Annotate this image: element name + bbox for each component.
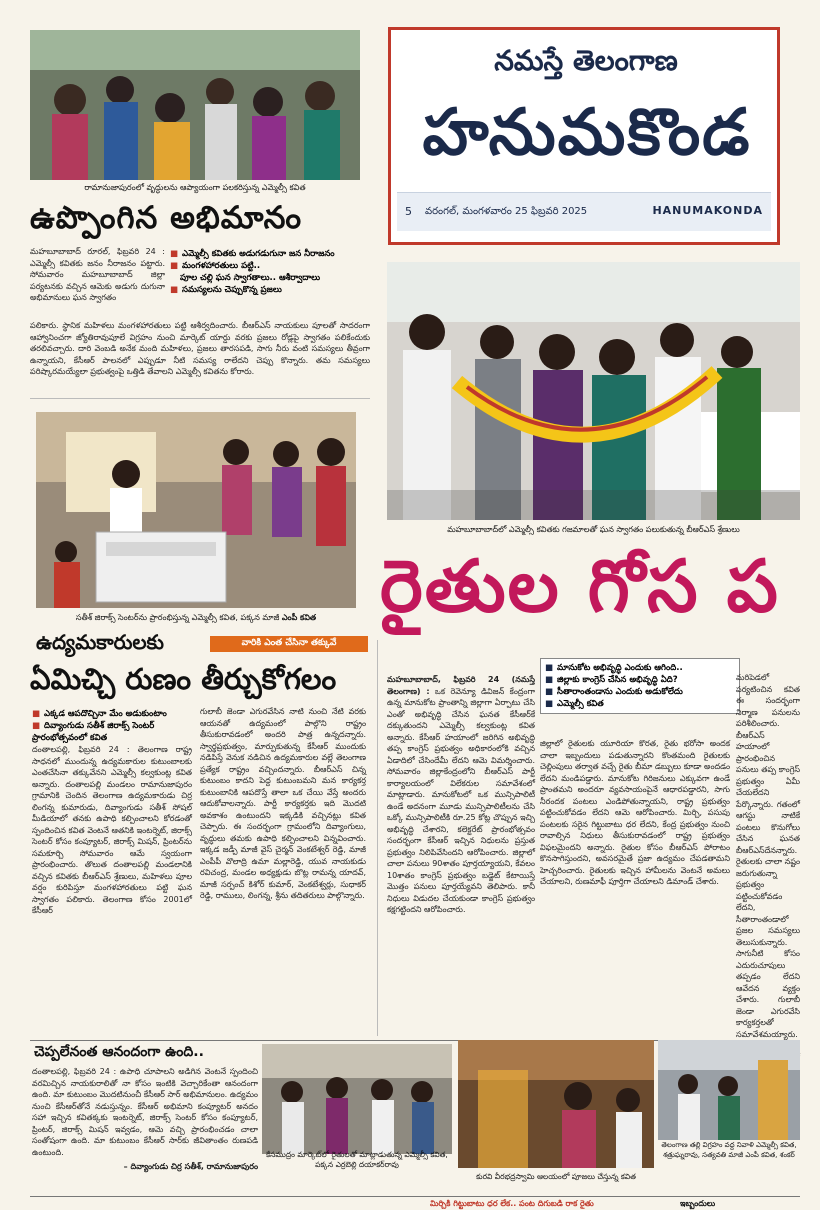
masthead-brand: నమస్తే తెలంగాణ	[494, 44, 678, 77]
story2-bullets	[32, 708, 192, 744]
masthead-dateline-bar	[397, 192, 771, 231]
story2-bullet: ■ దివ్యాంగుడు సతీశ్ జిరాక్స్ సెంటర్ ప్రారంభోత్సవంలో కవిత	[32, 721, 155, 743]
masthead-edition-title: హనుమకొండ	[422, 96, 752, 170]
story4-signature: – దివ్యాంగుడు చిర్ర సతీశ్, రామానుజాపురం	[123, 1162, 258, 1171]
story2-photo	[36, 412, 356, 608]
masthead-box	[388, 27, 780, 245]
bottom-teaser-2: ఇబ్బందులు	[680, 1199, 716, 1208]
story2-photo-caption: సతీశ్ జిరాక్స్ సెంటర్‌ను ప్రారంభిస్తున్న ఎమ్మెల్సీ కవిత, పక్కన మాజీ ఎంపీ కవిత	[75, 613, 317, 622]
story1-bullet: ■ సమస్యలను చెప్పుకొన్న ప్రజలు	[170, 285, 282, 295]
story3-col1	[387, 674, 535, 1032]
story1-body-rest: పలికారు. స్థానిక మహిళలు మంగళహారతులు పట్టి ఆశీర్వదించారు. బీఆర్ఎస్ నాయకులు పూలతో సాదరంగా ఆహ్వానించగా జ్యోతిరావుపూలే విగ్రహం నుంచి మార్కెట్ యార్డు వరకు ప్రజలు రోడ్లపై స్వాగతం పలికేందుకు తరలివచ్చారు. దారి వెంబడి అనేక మంది మహిళలు, ప్రజలు తారసపడి, సాగు నీరు వంటి సమస్యలు తీవ్రంగా ఉన్నాయని, కేసీఆర్ పాలనలో ఎప్పుడూ నీటి సమస్య రాలేదని చెప్పు కొన్నారు. తమ సమస్యలు పరిష్కారమయ్యేలా ప్రభుత్వంపై ఒత్తిడి తేవాలని ఎమ్మెల్సీ కవితను కోరారు.	[30, 321, 370, 376]
story3-headline: రైతుల గోస ప	[380, 544, 780, 628]
story1-body-lead: మహబూబాబాద్ రూరల్, ఫిబ్రవరి 24 : ఎమ్మెల్సీ కవితకు జనం నీరాజనం పట్టారు. సోమవారం మహబూబాబాద్ జిల్లా పర్యటనకు వచ్చిన ఆమెకు అడుగు దుగునా అభిమానులు ఘన స్వాగతం	[30, 247, 165, 302]
story3-bullet: ■ సీతారాంతండాను ఎందుకు అడుకోలేదు	[545, 687, 683, 697]
story4-photo-statue	[658, 1040, 800, 1140]
masthead-edition-en: HANUMAKONDA	[652, 204, 763, 217]
masthead-dateline: వరంగల్, మంగళవారం 25 ఫిబ్రవరి 2025	[425, 206, 588, 217]
story3-bullet: ■ ఎమ్మెల్సీ కవిత	[545, 699, 604, 709]
story1-bullet: పూల చల్లి ఘన స్వాగతాలు.. ఆశీర్వాదాలు	[180, 273, 321, 283]
story1-bullets	[170, 248, 370, 296]
story3-col1-text: ఒక రెవెన్యూ డివిజన్ కేంద్రంగా ఉన్న మానుకోట ప్రాంతాన్ని జిల్లాగా ఏర్పాటు చేసి ఎంతో అభివృద్ధి చేసిన ఘనత కేసీఆర్‌కే దక్కుతుందని ఎమ్మెల్సీ కల్వకుంట్ల కవిత అన్నారు. కేసీఆర్ హయాంలో జరిగిన అభివృద్ధి తప్ప కాంగ్రెస్ ప్రభుత్వం అధికారంలోకి వచ్చిన ఏడాదిలో చేసిందేమీ లేదని ఆమె విమర్శించారు. సోమవారం జిల్లాకేంద్రంలోని బీఆర్ఎస్ పార్టీ కార్యాలయంలో విలేకరుల సమావేశంలో మాట్లాడారు. మానుకోటలో ఒక మున్సిపాలిటీ ఉండే అదనంగా మూడు మున్సిపాలిటీలను చేసి ఒక్కో మున్సిపాలిటీకి రూ.25 కోట్ల చొప్పున ఇచ్చి అభివృద్ధి చేశారని, కలెక్టరేట్ ప్రారంభోత్సవం సందర్భంగా కేసీఆర్ ఇచ్చిన నిధులను ప్రస్తుత ప్రభుత్వం నిలిపివేసిందని ఆరోపించారు. జిల్లాలో చాలా పనులు 90శాతం పూర్తయ్యాయని, కేవలం 10శాతం కాంగ్రెస్ ప్రభుత్వం బడ్జెట్ కేటాయిస్తే మొత్తం పనులు పూర్తయ్యేవని తెలిపారు. కానీ నిధులు విడుదల చేయకుండా కాంగ్రెస్ ప్రభుత్వం కక్షగట్టిందని ఆరోపించారు.	[387, 686, 535, 914]
story1-bullet: ■ ఎమ్మెల్సీ కవితకు అడుగడుగునా జన నీరాజనం	[170, 249, 335, 259]
story4-caption-temple: కురవి వీరభద్రస్వామి ఆలయంలో పూజలు చేస్తున్న కవిత	[476, 1172, 636, 1181]
story2-kicker: ఉద్యమకారులకు	[36, 630, 164, 654]
story4-caption-market: కేసముద్రం మార్కెట్‌లో రైతులతో మాట్లాడుతున్న ఎమ్మెల్సీ కవిత, పక్కన ఎర్రబెల్లి దయాకర్‌రావు	[266, 1150, 448, 1169]
story1-headline: ఉప్పొంగిన అభిమానం	[30, 200, 303, 236]
story3-photo-caption: మహబూబాబాద్‌లో ఎమ్మెల్సీ కవితకు గజమాలతో ఘన స్వాగతం పలుకుతున్న బీఆర్ఎస్ శ్రేణులు	[447, 525, 740, 534]
story2-col2: గులాబీ జెండా ఎగురవేసిన నాటి నుంచి నేటి వరకు ఆయనతో ఉద్యమంలో పాల్గొని రాష్ట్రం తీసుకురావడంలో అందరి పాత్ర ఉన్నదన్నారు. స్వార్థప్రభుత్వం, మార్పుకుతున్న కేసీఆర్ ముందుకు నడిపిస్తే వెనుక నడిచిన ఉద్యమకారుల వల్లే తెలంగాణ ప్రత్యేక రాష్ట్రం వచ్చిందన్నారు. బీఆర్ఎస్ చిన్న కుటుంబం కాదని పెద్ద కుటుంబమని మన కార్యకర్త కుటుంబానికి ఆపదొస్తే తాలా ఒక చేయి వేస్తే అందరు ఆదుకోవాలన్నారు. పార్టీ కార్యకర్తకు ఇది మొదటి అవకాశం ఉంటుందని ఇక్కడికి వచ్చినట్లు కవిత చెప్పారు. ఈ సందర్భంగా గ్రామంలోని దివ్యాంగులు, వృద్ధులు తమకు ఉపాధి కల్పించాలని విన్నవించారు. ఇక్కడ జడ్పీ మాజీ వైస్ చైర్మన్ వెంకటేశ్వర్ రెడ్డి, మాజీ ఎంపీపీ వొలాద్రి ఉమా మల్లారెడ్డి, యువ నాయకుడు రవిచంద్ర, మండల అధ్యక్షుడు బొట్ల రామన్న యాదవ్, మాజీ సర్పంచ్ కిశోర్ కుమార్, వెంకటేశ్వర్లు, సుధాకర్ రెడ్డి, రాములు, లింగన్న, శ్రీను తదితరులు పాల్గొన్నారు.	[200, 707, 366, 900]
bottom-teaser: మిర్చికి గిట్టుబాటు ధర లేక.. పంట దిగుబడి రాక రైతు	[430, 1199, 594, 1208]
story2-tag: వారికి ఎంత చేసినా తక్కువే	[210, 636, 368, 652]
story3-col3: మరిపెడలో పర్యటించిన కవిత ఈ సందర్భంగా నిర్మాణ పనులను పరిశీలించారు. బీఆర్ఎస్ హయాంలో ప్రారంభించిన పనులు తప్ప కాంగ్రెస్ ప్రభుత్వం ఏమీ చేయలేదని పేర్కొన్నారు. గతంలో ఆగస్టు నాటికే పంటలు కొనుగోలు చేసిన ఘనత బీఆర్ఎస్‌దేనన్నారు. రైతులకు చాలా నష్టం జరుగుతున్నా ప్రభుత్వం పట్టించుకోవడం లేదని, సీతారాంతండాలో ప్రజల సమస్యలు తెలుసుకున్నారు. సాగునీటి కోసం ఎదురుచూపులు తప్పడం లేదని ఆవేదన వ్యక్తం చేశారు. గులాబీ జెండా ఎగురవేసి కార్యకర్తలతో సమావేశమయ్యారు.	[736, 673, 801, 1039]
story4-photo-market	[262, 1044, 452, 1154]
story2-headline: ఏమిచ్చి రుణం తీర్చుకోగలం	[30, 662, 337, 696]
story3-photo	[387, 262, 800, 520]
story1-photo-caption: రామానుజాపురంలో వృద్ధులను ఆప్యాయంగా పలకరిస్తున్న ఎమ్మెల్సీ కవిత	[84, 183, 306, 192]
story3-bullets	[540, 658, 740, 714]
story4-photo-temple	[458, 1040, 654, 1168]
story4-body: దంతాలపల్లి, ఫిబ్రవరి 24 : ఉపాధి చూపాలని అడిగిన వెంటనే స్పందించి వరమిచ్చిన నాయకురాలితో నా కోసం ఇంటికి వెచ్చారికేంతా ఆనందంగా ఉంది. మా కుటుంబం మొదటినుంచీ కేసీఆర్ సార్ అభిమానులం. ఉద్యమం నుంచి కేసీఆర్‌తోనే నడుస్తున్నం. కేసీఆర్ అభిమాని కంప్యూటర్ అనదం సహా ఇచ్చిన కవితక్కకు ఇంటర్నెట్, జిరాక్స్ సెంటర్ కోసం కంప్యూటర్, ప్రింటర్, జిరాక్స్ మిషన్ ఇవ్వడం, ఆమె వచ్చి ప్రారంభించడం చాలా సంతోషంగా ఉంది. మా కుటుంబం కేసీఆర్ సార్‌కు జీవితాంతం రుణపడి ఉంటుంది.	[32, 1067, 258, 1157]
story2-col1: దంతాలపల్లి, ఫిబ్రవరి 24 : తెలంగాణ రాష్ట్ర సాధనలో ముందున్న ఉద్యమకారుల కుటుంబాలకు ఎంతచేసినా తక్కువేనని ఎమ్మెల్సీ కల్వకుంట్ల కవిత అన్నారు. దంతాలపల్లి మండలం రామానుజాపురం గ్రామానికి చెందిన తెలంగాణ ఉద్యమకారుడు చిర్ర లింగన్న కుమారుడు, దివ్యాంగుడు సతీశ్ సోషల్ మీడియాలో తనకు ఉపాధి కల్పించాలని కోరడంతో స్పందించిన కవిత వెంటనే ఆతనికి ఇంటర్నెట్, జిరాక్స్ సెంటర్ కోసం కంప్యూటర్, జిరాక్స్ మిషన్, ప్రింటర్‌ను సమకూర్చి సోమవారం ఆమే స్వయంగా ప్రారంభించారు. తొలుత దంతాలపల్లి మండలానికి వచ్చిన కవితకు బీఆర్ఎస్ శ్రేణులు, మహిళలు పూల వర్షం కురిపిస్తూ మంగళహారతులు పట్టి ఘన స్వాగతం పలికారు. తెలంగాణ కోసం 2001లో కేసీఆర్	[32, 745, 192, 915]
story3-bullet: ■ జిల్లాకు కాంగ్రెస్ చేసిన అభివృద్ధి ఏది?	[545, 675, 678, 685]
story1-bullet: ■ మంగళహారతులు పట్టి..	[170, 261, 261, 271]
page-number: 5	[405, 205, 412, 218]
story3-bullet: ■ మానుకోట అభివృద్ధి ఎందుకు ఆగింది..	[545, 663, 683, 673]
story3-dateline: మహబూబాబాద్, ఫిబ్రవరి 24 (నమస్తే తెలంగాణ) :	[387, 675, 535, 696]
story4-headline: చెప్పలేనంత ఆనందంగా ఉంది..	[34, 1044, 204, 1060]
story1-photo	[30, 30, 360, 180]
story2-bullet: ■ ఎక్కడ ఆపదొచ్చినా మేం అడుకుంటాం	[32, 709, 167, 719]
story4-caption-statue: తెలంగాణ తల్లి విగ్రహం వద్ద నివాళి ఎమ్మెల్సీ కవిత, శత్రుఘ్నరావు, సత్యవతి మాజీ ఎంపీ కవిత, శంకర్	[661, 1141, 797, 1159]
story3-col2: జిల్లాలో రైతులకు యూరియా కొరత, రైతు భరోసా అందక చాలా ఇబ్బందులు పడుతున్నారని కొంతమంది రైతులకు చెల్లింపులు తర్వాత వచ్చే రైతు బీమా డబ్బులు కూడా అందడం లేదని మండిపడ్డారు. మానుకోట గిరిజనులు ఎక్కువగా ఉండే ప్రాంతమని అందరూ వ్యవసాయంపైనే ఆధారపడ్డారని, సాగు నీరందక పంటలు ఎండిపోతున్నాయని, రాష్ట్ర ప్రభుత్వం పట్టించుకోవడం లేదని ఆమె ఆరోపించారు. మిర్చి, పసుపు పంటలకు సరైన గిట్టుబాటు ధర లేదని, కేంద్ర ప్రభుత్వం నుంచి రావాల్సిన నిధులు తీసుకురావడంలో రాష్ట్ర ప్రభుత్వం విఫలమైందని అన్నారు. రైతుల కోసం బీఆర్ఎస్ పోరాటం కొనసాగిస్తుందని, అవసరమైతే ప్రజా ఉద్యమం చేపడతామని హెచ్చరించారు. రైతులకు ఇచ్చిన హామీలను వెంటనే అమలు చేయాలని, రుణమాఫీ పూర్తిగా చేయాలని డిమాండ్ చేశారు.	[540, 739, 730, 886]
